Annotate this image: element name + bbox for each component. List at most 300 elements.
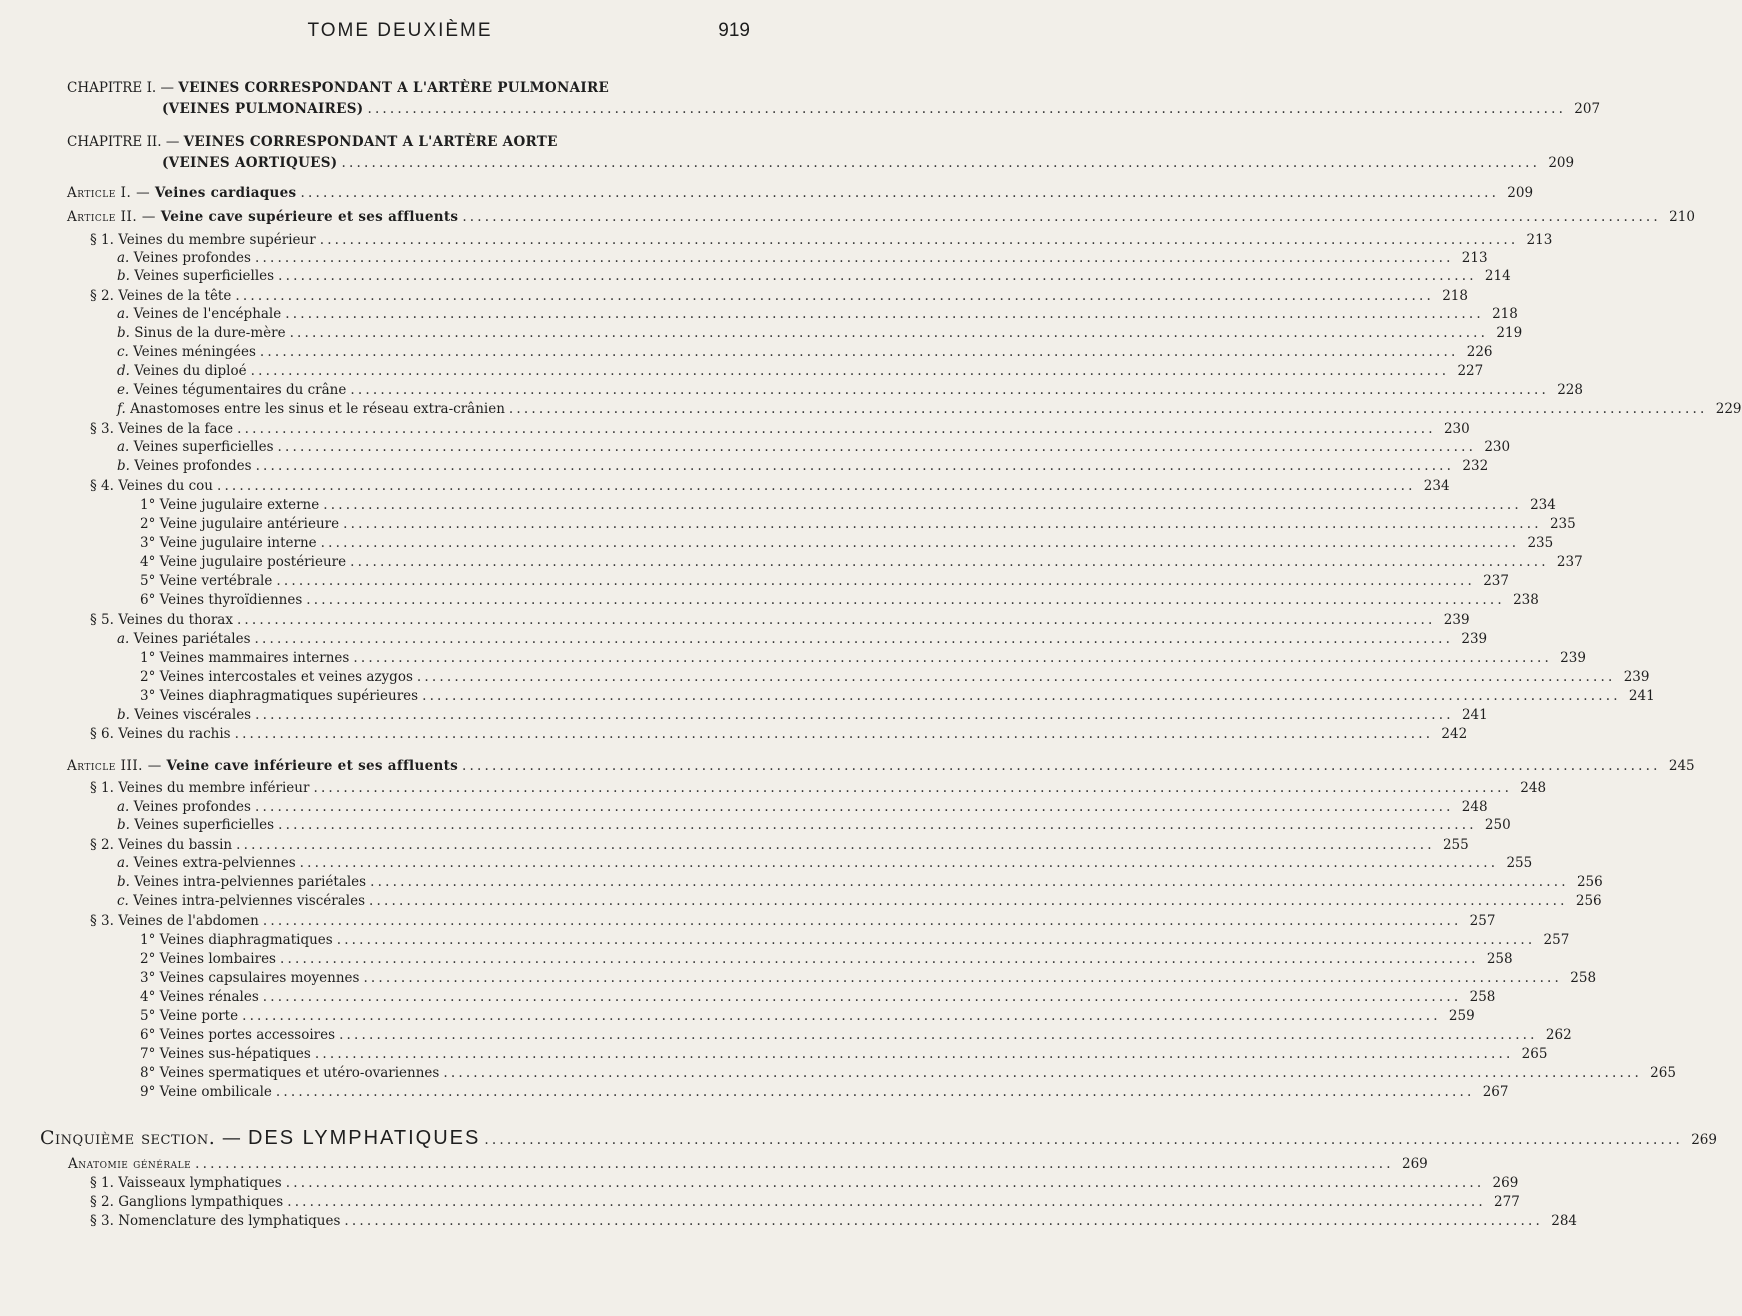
toc-entry[interactable] — [117, 250, 1488, 268]
dot-leader: ................................................................................................................................................................ — [280, 951, 1479, 967]
dot-leader: ................................................................................................................................................................ — [235, 288, 1434, 304]
toc-entry[interactable] — [117, 401, 1742, 419]
dot-leader: ................................................................................................................................................................ — [462, 209, 1661, 225]
entry-marker: § 1. — [90, 232, 114, 248]
entry-page-number: 237 — [1483, 573, 1509, 589]
entry-marker: b. — [117, 268, 130, 284]
entry-title: Veine jugulaire postérieure — [159, 554, 347, 570]
entry-title: Nomenclature des lymphatiques — [118, 1213, 341, 1229]
entry-title: Veines capsulaires moyennes — [159, 970, 360, 986]
entry-page-number: 248 — [1520, 780, 1547, 796]
entry-marker: 4° — [140, 554, 156, 570]
toc-entry[interactable] — [67, 209, 1695, 227]
dot-leader: ................................................................................................................................................................ — [236, 612, 1436, 628]
dot-leader: ................................................................................................................................................................ — [262, 913, 1462, 929]
entry-label — [90, 478, 213, 494]
entry-title: Veines superficielles — [134, 268, 275, 284]
entry-title: Veines superficielles — [134, 817, 275, 833]
entry-page-number: 256 — [1575, 893, 1602, 909]
entry-page-number: 241 — [1628, 688, 1655, 704]
entry-marker: b. — [117, 707, 130, 723]
entry-marker: § 3. — [90, 421, 114, 437]
entry-marker: a. — [117, 439, 130, 455]
entry-title: Veines méningées — [133, 344, 256, 360]
entry-prefix: Article II. — — [67, 209, 161, 225]
entry-page-number: 258 — [1486, 951, 1513, 967]
toc-entry[interactable] — [40, 1127, 1717, 1151]
entry-title: Veines profondes — [133, 799, 251, 815]
dot-leader: ................................................................................................................................................................ — [300, 185, 1500, 201]
dot-leader: ................................................................................................................................................................ — [313, 780, 1513, 796]
toc-entry[interactable] — [90, 1194, 1520, 1212]
entry-label — [140, 650, 349, 666]
dot-leader: ................................................................................................................................................................ — [255, 458, 1455, 474]
entry-label — [140, 573, 272, 589]
dot-leader: ................................................................................................................................................................ — [416, 669, 1616, 685]
entry-title: Veines superficielles — [133, 439, 274, 455]
dot-leader: ................................................................................................................................................................ — [254, 631, 1454, 647]
entry-page-number: 269 — [1691, 1132, 1717, 1148]
dot-leader: ................................................................................................................................................................ — [341, 155, 1541, 171]
toc-entry[interactable] — [140, 1065, 1676, 1083]
toc-entry[interactable] — [140, 951, 1513, 969]
entry-marker: § 6. — [90, 726, 114, 742]
dot-leader: ................................................................................................................................................................ — [306, 592, 1505, 608]
toc-entry[interactable] — [140, 970, 1597, 988]
entry-label — [140, 669, 413, 685]
entry-page-number: 239 — [1443, 612, 1470, 628]
entry-marker: § 5. — [90, 612, 114, 628]
entry-page-number: 232 — [1462, 458, 1489, 474]
entry-page-number: 265 — [1650, 1065, 1676, 1081]
entry-marker: 6° — [140, 592, 156, 608]
toc-entry[interactable] — [140, 554, 1583, 572]
dot-leader: ................................................................................................................................................................ — [259, 344, 1459, 360]
entry-title: Veines profondes — [133, 250, 251, 266]
entry-page-number: 213 — [1461, 250, 1488, 266]
entry-title: Veines du membre supérieur — [118, 232, 316, 248]
entry-label — [140, 1046, 311, 1062]
entry-title: Veines du bassin — [118, 837, 233, 853]
toc-entry[interactable] — [140, 1084, 1509, 1102]
entry-page-number: 228 — [1557, 382, 1583, 398]
toc-entry[interactable] — [140, 497, 1556, 515]
entry-title: Veine ombilicale — [159, 1084, 272, 1100]
dot-leader: ................................................................................................................................................................ — [237, 421, 1436, 437]
entry-title: Veines intra-pelviennes pariétales — [134, 874, 367, 890]
entry-title: Veines intra-pelviennes viscérales — [133, 893, 366, 909]
entry-label — [117, 325, 286, 341]
entry-page-number: 248 — [1461, 799, 1488, 815]
dot-leader: ................................................................................................................................................................ — [344, 1213, 1544, 1229]
entry-page-number: 210 — [1669, 209, 1695, 225]
entry-page-number: 255 — [1442, 837, 1469, 853]
entry-label — [90, 288, 231, 304]
entry-marker: § 3. — [90, 1213, 114, 1229]
entry-page-number: 262 — [1545, 1027, 1572, 1043]
entry-page-number: 234 — [1530, 497, 1556, 513]
toc-entry[interactable] — [140, 650, 1586, 668]
toc-entry[interactable] — [140, 669, 1650, 687]
entry-marker: 4° — [140, 989, 156, 1005]
entry-title: Veines du diploé — [134, 363, 247, 379]
entry-label — [67, 185, 296, 201]
entry-marker: 5° — [140, 573, 156, 589]
toc-entry[interactable] — [90, 726, 1468, 744]
dot-leader: ................................................................................................................................................................ — [285, 306, 1484, 322]
entry-title: Veines du cou — [118, 478, 213, 494]
entry-title: Veines cardiaques — [154, 185, 297, 201]
entry-title: Veines pariétales — [133, 631, 251, 647]
entry-marker: 3° — [140, 688, 156, 704]
entry-label — [117, 363, 247, 379]
toc-entry[interactable] — [140, 516, 1576, 534]
dot-leader: ................................................................................................................................................................ — [254, 250, 1454, 266]
entry-label — [67, 134, 558, 150]
entry-label — [117, 631, 251, 647]
dot-leader: ................................................................................................................................................................ — [234, 726, 1434, 742]
toc-entry[interactable] — [90, 913, 1496, 931]
entry-page-number: 239 — [1560, 650, 1586, 666]
dot-leader: ................................................................................................................................................................ — [367, 101, 1567, 117]
entry-label — [117, 799, 251, 815]
entry-marker: a. — [117, 855, 130, 871]
entry-label — [140, 1084, 272, 1100]
entry-page-number: 241 — [1461, 707, 1488, 723]
dot-leader: ................................................................................................................................................................ — [216, 478, 1416, 494]
dot-leader: ................................................................................................................................................................ — [369, 893, 1568, 909]
entry-title: VEINES CORRESPONDANT A L'ARTÈRE AORTE — [183, 134, 558, 150]
dot-leader: ................................................................................................................................................................ — [363, 970, 1563, 986]
dot-leader: ................................................................................................................................................................ — [299, 855, 1499, 871]
entry-page-number: 245 — [1668, 758, 1695, 774]
entry-label — [140, 516, 339, 532]
entry-title: Veines spermatiques et utéro-ovariennes — [159, 1065, 440, 1081]
entry-title: Veines portes accessoires — [159, 1027, 336, 1043]
entry-page-number: 257 — [1469, 913, 1496, 929]
entry-label — [140, 497, 319, 513]
entry-label — [67, 80, 609, 96]
toc-entry[interactable] — [117, 631, 1488, 649]
entry-page-number: 267 — [1482, 1084, 1509, 1100]
entry-page-number: 258 — [1570, 970, 1597, 986]
entry-label — [90, 232, 316, 248]
entry-marker: c. — [117, 344, 129, 360]
section-prefix: Cinquième section. — — [40, 1127, 248, 1149]
toc-entry[interactable] — [140, 1008, 1475, 1026]
entry-marker: c. — [117, 893, 129, 909]
entry-label — [140, 1065, 439, 1081]
entry-label — [162, 101, 363, 117]
entry-label — [90, 1175, 282, 1191]
toc-entry[interactable] — [117, 325, 1523, 343]
entry-page-number: 255 — [1506, 855, 1533, 871]
entry-marker: § 1. — [90, 780, 114, 796]
dot-leader: ................................................................................................................................................................ — [443, 1065, 1642, 1081]
entry-page-number: 218 — [1442, 288, 1468, 304]
entry-page-number: 237 — [1556, 554, 1583, 570]
toc-entry[interactable] — [117, 363, 1484, 381]
entry-prefix: CHAPITRE I. — — [67, 80, 179, 96]
toc-entry[interactable] — [117, 707, 1488, 725]
toc-entry[interactable] — [117, 817, 1511, 835]
entry-page-number: 235 — [1549, 516, 1576, 532]
entry-label — [140, 535, 317, 551]
dot-leader: ................................................................................................................................................................ — [278, 268, 1477, 284]
entry-title: (VEINES AORTIQUES) — [162, 155, 338, 171]
entry-page-number: 209 — [1507, 185, 1534, 201]
toc-entry[interactable] — [90, 421, 1470, 439]
entry-title: Veine cave supérieure et ses affluents — [160, 209, 459, 225]
dot-leader: ................................................................................................................................................................ — [195, 1156, 1394, 1172]
entry-page-number: 230 — [1484, 439, 1511, 455]
entry-marker: a. — [117, 250, 130, 266]
toc-entry[interactable] — [68, 1156, 1428, 1174]
entry-label — [140, 970, 359, 986]
toc-entry[interactable] — [140, 989, 1496, 1007]
entry-title: Veines lombaires — [159, 951, 276, 967]
toc-entry[interactable] — [117, 268, 1511, 286]
toc-entry[interactable] — [117, 344, 1493, 362]
dot-leader: ................................................................................................................................................................ — [277, 439, 1477, 455]
entry-label — [67, 209, 458, 225]
toc-entry[interactable] — [117, 306, 1518, 324]
entry-title: Veines du thorax — [118, 612, 233, 628]
toc-entry[interactable] — [117, 855, 1533, 873]
page-number: 919 — [718, 20, 750, 41]
entry-label — [90, 1194, 283, 1210]
entry-title: Veines thyroïdiennes — [159, 592, 303, 608]
dot-leader: ................................................................................................................................................................ — [254, 799, 1454, 815]
entry-label — [90, 780, 309, 796]
toc-entry[interactable] — [67, 80, 755, 98]
entry-page-number: 229 — [1715, 401, 1742, 417]
entry-title: Veines sus-hépatiques — [159, 1046, 311, 1062]
dot-leader: ................................................................................................................................................................ — [285, 1175, 1485, 1191]
entry-label — [117, 893, 365, 909]
toc-entry[interactable] — [67, 758, 1695, 776]
toc-entry[interactable] — [90, 1175, 1519, 1193]
entry-label — [140, 951, 276, 967]
entry-marker: d. — [117, 363, 130, 379]
entry-marker: 1° — [140, 650, 156, 666]
entry-label — [140, 989, 259, 1005]
entry-marker: e. — [117, 382, 130, 398]
toc-entry[interactable] — [90, 612, 1470, 630]
toc-entry[interactable] — [140, 592, 1539, 610]
entry-label — [117, 268, 274, 284]
entry-label — [162, 155, 337, 171]
entry-page-number: 256 — [1576, 874, 1603, 890]
entry-page-number: 258 — [1469, 989, 1496, 1005]
dot-leader: ................................................................................................................................................................ — [323, 497, 1522, 513]
entry-label — [90, 913, 259, 929]
entry-marker: 5° — [140, 1008, 156, 1024]
toc-entry[interactable] — [67, 185, 1534, 203]
entry-title: Veines tégumentaires du crâne — [133, 382, 347, 398]
toc-entry[interactable] — [140, 573, 1509, 591]
toc-entry[interactable] — [140, 932, 1570, 950]
entry-marker: 6° — [140, 1027, 156, 1043]
entry-marker: a. — [117, 631, 130, 647]
dot-leader: ................................................................................................................................................................ — [255, 707, 1454, 723]
entry-label — [140, 1027, 335, 1043]
dot-leader: ................................................................................................................................................................ — [370, 874, 1569, 890]
entry-page-number: 265 — [1521, 1046, 1548, 1062]
entry-title: Sinus de la dure-mère — [134, 325, 286, 341]
entry-marker: § 4. — [90, 478, 114, 494]
entry-title: Veines de la tête — [118, 288, 232, 304]
toc-entry[interactable] — [140, 1046, 1548, 1064]
entry-page-number: 234 — [1423, 478, 1450, 494]
entry-page-number: 209 — [1548, 155, 1575, 171]
dot-leader: ................................................................................................................................................................ — [422, 688, 1621, 704]
toc-entry[interactable] — [67, 134, 755, 152]
dot-leader: ................................................................................................................................................................ — [314, 1046, 1514, 1062]
toc-entry[interactable] — [117, 382, 1583, 400]
entry-page-number: 213 — [1526, 232, 1553, 248]
toc-entry[interactable] — [90, 478, 1450, 496]
entry-marker: a. — [117, 306, 130, 322]
entry-title: Veines viscérales — [134, 707, 252, 723]
entry-title: Veines mammaires internes — [159, 650, 350, 666]
dot-leader: ................................................................................................................................................................ — [242, 1008, 1441, 1024]
dot-leader: ................................................................................................................................................................ — [319, 232, 1519, 248]
entry-marker: 2° — [140, 951, 156, 967]
entry-label — [90, 612, 233, 628]
entry-label — [117, 306, 281, 322]
toc-entry[interactable] — [140, 688, 1655, 706]
toc-entry[interactable] — [162, 155, 1575, 173]
toc-entry[interactable] — [117, 799, 1488, 817]
entry-label — [90, 837, 232, 853]
toc-entry[interactable] — [140, 535, 1554, 553]
entry-marker: b. — [117, 874, 130, 890]
entry-page-number: 277 — [1494, 1194, 1520, 1210]
toc-entry[interactable] — [140, 1027, 1572, 1045]
entry-title: Veines de l'encéphale — [133, 306, 282, 322]
entry-page-number: 219 — [1496, 325, 1523, 341]
entry-title: Veines de la face — [118, 421, 234, 437]
entry-page-number: 269 — [1402, 1156, 1428, 1172]
entry-marker: 3° — [140, 970, 156, 986]
entry-marker: 1° — [140, 497, 156, 513]
entry-label — [117, 401, 505, 417]
entry-marker: § 3. — [90, 913, 114, 929]
dot-leader: ................................................................................................................................................................ — [339, 1027, 1538, 1043]
entry-page-number: 269 — [1492, 1175, 1519, 1191]
entry-title: Veine vertébrale — [159, 573, 273, 589]
entry-page-number: 284 — [1551, 1213, 1578, 1229]
entry-page-number: 259 — [1448, 1008, 1475, 1024]
entry-prefix: Article III. — — [67, 758, 167, 774]
entry-label — [140, 592, 302, 608]
entry-label — [117, 817, 274, 833]
entry-marker: 7° — [140, 1046, 156, 1062]
entry-title: Veines diaphragmatiques — [159, 932, 333, 948]
entry-title: Veines du membre inférieur — [118, 780, 310, 796]
entry-title: Veines extra-pelviennes — [133, 855, 296, 871]
entry-marker: 9° — [140, 1084, 156, 1100]
entry-label — [140, 688, 418, 704]
toc-entry[interactable] — [117, 893, 1602, 911]
entry-title: (VEINES PULMONAIRES) — [162, 101, 364, 117]
dot-leader: ................................................................................................................................................................ — [320, 535, 1520, 551]
toc-entry[interactable] — [90, 1213, 1578, 1231]
dot-leader: ................................................................................................................................................................ — [343, 516, 1542, 532]
entry-page-number: 242 — [1441, 726, 1468, 742]
entry-label — [117, 382, 346, 398]
entry-title: Ganglions lympathiques — [118, 1194, 284, 1210]
dot-leader: ................................................................................................................................................................ — [289, 325, 1489, 341]
entry-label — [117, 344, 256, 360]
dot-leader: ................................................................................................................................................................ — [508, 401, 1708, 417]
dot-leader: ................................................................................................................................................................ — [287, 1194, 1486, 1210]
entry-marker: b. — [117, 458, 130, 474]
entry-title: Veine porte — [159, 1008, 239, 1024]
running-title: TOME DEUXIÈME — [307, 20, 493, 41]
entry-marker: 2° — [140, 669, 156, 685]
entry-marker: 1° — [140, 932, 156, 948]
entry-page-number: 207 — [1574, 101, 1601, 117]
toc-entry[interactable] — [117, 874, 1603, 892]
entry-marker: a. — [117, 799, 130, 815]
dot-leader: ................................................................................................................................................................ — [350, 554, 1549, 570]
entry-title: Veine jugulaire externe — [159, 497, 320, 513]
entry-title: Veines rénales — [159, 989, 259, 1005]
entry-title: Veines profondes — [134, 458, 252, 474]
toc-entry[interactable] — [162, 101, 1601, 119]
entry-page-number: 227 — [1457, 363, 1484, 379]
entry-marker: b. — [117, 325, 130, 341]
entry-label — [117, 458, 252, 474]
entry-label — [140, 554, 346, 570]
entry-prefix: CHAPITRE II. — — [67, 134, 184, 150]
entry-title: Veine cave inférieure et ses affluents — [166, 758, 459, 774]
entry-page-number: 250 — [1484, 817, 1511, 833]
entry-marker: § 2. — [90, 837, 114, 853]
entry-marker: f. — [117, 401, 126, 417]
entry-marker: 8° — [140, 1065, 156, 1081]
dot-leader: ................................................................................................................................................................ — [276, 573, 1475, 589]
dot-leader: ................................................................................................................................................................ — [353, 650, 1552, 666]
entry-title: Veines de l'abdomen — [118, 913, 259, 929]
entry-label — [90, 421, 233, 437]
entry-label — [90, 1213, 340, 1229]
entry-title: Anastomoses entre les sinus et le réseau extra-crânien — [130, 401, 505, 417]
entry-marker: § 1. — [90, 1175, 114, 1191]
dot-leader: ................................................................................................................................................................ — [278, 817, 1477, 833]
toc-entry[interactable] — [117, 439, 1511, 457]
entry-page-number: 226 — [1466, 344, 1493, 360]
entry-title: Veine jugulaire interne — [159, 535, 317, 551]
entry-title: Veine jugulaire antérieure — [159, 516, 340, 532]
toc-entry[interactable] — [90, 780, 1547, 798]
dot-leader: ................................................................................................................................................................ — [484, 1132, 1683, 1148]
entry-label — [90, 726, 231, 742]
toc-entry[interactable] — [90, 837, 1469, 855]
entry-label — [117, 707, 251, 723]
entry-marker: § 2. — [90, 1194, 114, 1210]
entry-label — [67, 758, 458, 774]
entry-label — [117, 250, 251, 266]
entry-label — [117, 874, 366, 890]
toc-entry[interactable] — [117, 458, 1489, 476]
entry-prefix: Article I. — — [67, 185, 155, 201]
entry-title: Veines diaphragmatiques supérieures — [159, 688, 419, 704]
toc-entry[interactable] — [90, 232, 1553, 250]
toc-entry[interactable] — [90, 288, 1468, 306]
